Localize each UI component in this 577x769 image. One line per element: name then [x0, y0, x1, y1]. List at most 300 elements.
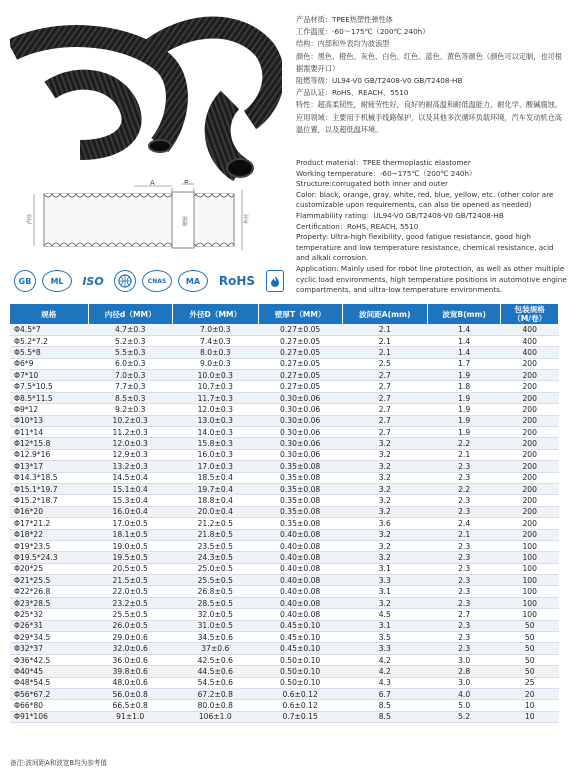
globe-badge-icon — [114, 270, 136, 292]
table-cell: 17.0±0.5 — [88, 518, 172, 529]
table-cell: 3.2 — [342, 529, 427, 540]
table-cell: 16.0±0.4 — [88, 506, 172, 517]
table-cell: Φ26*31 — [10, 620, 88, 631]
table-cell: 13.2±0.3 — [88, 461, 172, 472]
table-cell: 0.40±0.08 — [258, 529, 342, 540]
table-cell: 16.0±0.3 — [172, 449, 258, 460]
table-cell: 18.1±0.5 — [88, 529, 172, 540]
table-cell: 3.2 — [342, 597, 427, 608]
table-cell: 1.9 — [427, 392, 501, 403]
table-row — [10, 711, 559, 722]
table-cell: 200 — [501, 472, 559, 483]
gb-badge: GB — [14, 270, 36, 292]
table-cell: 56.0±0.8 — [88, 689, 172, 700]
table-cell: 3.2 — [342, 483, 427, 494]
spec-cn-line: 产品认证：RoHS、REACH、5510 — [296, 88, 409, 98]
table-cell: 11.2±0.3 — [88, 427, 172, 438]
table-cell: Φ17*21.2 — [10, 518, 88, 529]
table-cell: 13.0±0.3 — [172, 415, 258, 426]
table-cell: 200 — [501, 358, 559, 369]
table-cell: 0.27±0.05 — [258, 358, 342, 369]
table-cell: 0.30±0.06 — [258, 449, 342, 460]
table-cell: 6.7 — [342, 689, 427, 700]
table-cell: 21.5±0.5 — [88, 575, 172, 586]
table-cell: Φ15.1*19.7 — [10, 483, 88, 494]
table-row — [10, 381, 559, 392]
table-row — [10, 392, 559, 403]
table-cell: 2.3 — [427, 597, 501, 608]
table-cell: 15.8±0.3 — [172, 438, 258, 449]
table-cell: 29.0±0.6 — [88, 632, 172, 643]
table-cell: Φ23*28.5 — [10, 597, 88, 608]
table-row — [10, 461, 559, 472]
table-cell: 7.4±0.3 — [172, 335, 258, 346]
table-cell: 200 — [501, 529, 559, 540]
table-cell: 0.6±0.12 — [258, 689, 342, 700]
table-cell: 24.3±0.5 — [172, 552, 258, 563]
table-cell: 0.27±0.05 — [258, 324, 342, 335]
table-cell: 0.35±0.08 — [258, 506, 342, 517]
table-cell: 50 — [501, 666, 559, 677]
table-cell: Φ19*23.5 — [10, 540, 88, 551]
spec-en-line: Product material：TPEE thermoplastic elastomer — [296, 158, 471, 167]
table-cell: 4.2 — [342, 666, 427, 677]
table-row — [10, 335, 559, 346]
table-cell: Φ19.5*24.3 — [10, 552, 88, 563]
table-cell: 3.0 — [427, 677, 501, 688]
table-cell: 2.1 — [342, 335, 427, 346]
table-cell: 0.30±0.06 — [258, 415, 342, 426]
flame-icon — [266, 270, 284, 292]
table-cell: 400 — [501, 324, 559, 335]
table-cell: 0.40±0.08 — [258, 552, 342, 563]
table-cell: 3.3 — [342, 575, 427, 586]
table-cell: Φ7*10 — [10, 370, 88, 381]
table-cell: 0.40±0.08 — [258, 597, 342, 608]
table-cell: 9.2±0.3 — [88, 404, 172, 415]
table-cell: Φ56*67.2 — [10, 689, 88, 700]
table-cell: 25 — [501, 677, 559, 688]
table-cell: 3.2 — [342, 495, 427, 506]
table-cell: 42.5±0.6 — [172, 654, 258, 665]
table-cell: 0.40±0.08 — [258, 586, 342, 597]
table-cell: 0.30±0.06 — [258, 438, 342, 449]
table-cell: 32.0±0.5 — [172, 609, 258, 620]
table-row — [10, 495, 559, 506]
table-row — [10, 483, 559, 494]
table-cell: 400 — [501, 347, 559, 358]
table-cell: 44.5±0.6 — [172, 666, 258, 677]
table-cell: 2.4 — [427, 518, 501, 529]
table-cell: 200 — [501, 415, 559, 426]
table-cell: 2.3 — [427, 643, 501, 654]
table-row — [10, 506, 559, 517]
table-cell: 2.7 — [427, 609, 501, 620]
table-cell: Φ15.2*18.7 — [10, 495, 88, 506]
table-cell: 0.35±0.08 — [258, 518, 342, 529]
specification-table — [10, 304, 559, 723]
table-cell: 2.3 — [427, 506, 501, 517]
spec-en-line: Property: Ultra-high flexibility, good fatigue resistance, good high temperature and low temperature resistance, chemical resistance, acid and alkali corrosion. — [296, 232, 554, 263]
table-cell: 100 — [501, 586, 559, 597]
table-cell: Φ25*32 — [10, 609, 88, 620]
ma-badge: MA — [178, 270, 208, 292]
table-row — [10, 427, 559, 438]
iso-badge: ISO — [82, 274, 104, 288]
table-cell: 23.2±0.5 — [88, 597, 172, 608]
table-cell: 2.3 — [427, 632, 501, 643]
table-cell: 36.0±0.6 — [88, 654, 172, 665]
table-row — [10, 540, 559, 551]
table-cell: 80.0±0.8 — [172, 700, 258, 711]
table-cell: 3.2 — [342, 449, 427, 460]
spec-cn-line: 颜色：黑色、橙色、灰色、白色、红色、蓝色、黄色等颜色（颜色可以定制，也可根据需要开口） — [296, 51, 562, 73]
table-cell: 8.0±0.3 — [172, 347, 258, 358]
header-wave-width: 波宽B(mm) — [427, 304, 501, 324]
table-row — [10, 415, 559, 426]
table-cell: 100 — [501, 597, 559, 608]
table-cell: Φ12*15.8 — [10, 438, 88, 449]
table-cell: 6.0±0.3 — [88, 358, 172, 369]
table-cell: 2.3 — [427, 620, 501, 631]
table-cell: 10 — [501, 700, 559, 711]
table-cell: 4.5 — [342, 609, 427, 620]
table-cell: 3.2 — [342, 472, 427, 483]
table-cell: 200 — [501, 483, 559, 494]
table-cell: Φ12.9*16 — [10, 449, 88, 460]
table-cell: 106±1.0 — [172, 711, 258, 722]
table-cell: 0.27±0.05 — [258, 347, 342, 358]
table-cell: 200 — [501, 461, 559, 472]
table-cell: 0.35±0.08 — [258, 495, 342, 506]
table-cell: 3.0 — [427, 654, 501, 665]
table-cell: 8.5±0.3 — [88, 392, 172, 403]
table-cell: Φ5.2*7.2 — [10, 335, 88, 346]
label-b: B — [184, 180, 189, 185]
table-cell: Φ21*25.5 — [10, 575, 88, 586]
table-row — [10, 666, 559, 677]
spec-cn-line: 阻燃等级：UL94-V0 GB/T2408-V0 GB/T2408-HB — [296, 76, 463, 86]
table-cell: 8.5 — [342, 711, 427, 722]
table-cell: Φ91*106 — [10, 711, 88, 722]
table-cell: 0.27±0.05 — [258, 370, 342, 381]
table-cell: Φ5.5*8 — [10, 347, 88, 358]
table-cell: 400 — [501, 335, 559, 346]
table-cell: 9.0±0.3 — [172, 358, 258, 369]
table-cell: 3.1 — [342, 563, 427, 574]
table-cell: 2.3 — [427, 461, 501, 472]
spec-cn-line: 应用领域：主要用于机械手线路保护，以及其他多次循环负载环境，汽车发动机仓高温位置，以及超低温环境。 — [296, 112, 562, 134]
table-cell: 50 — [501, 654, 559, 665]
table-cell: 200 — [501, 518, 559, 529]
table-cell: 3.1 — [342, 586, 427, 597]
table-cell: 2.1 — [342, 347, 427, 358]
table-row — [10, 472, 559, 483]
table-cell: 1.9 — [427, 427, 501, 438]
footnote: 备注:波间距A和波宽B均为参考值 — [10, 759, 107, 767]
table-cell: 200 — [501, 404, 559, 415]
header-inner-diameter: 内径d（MM） — [88, 304, 172, 324]
table-cell: 0.27±0.05 — [258, 335, 342, 346]
table-cell: 0.40±0.08 — [258, 540, 342, 551]
table-row — [10, 358, 559, 369]
header-wave-pitch: 波间距A(mm) — [342, 304, 427, 324]
header-outer-diameter: 外径D（MM） — [172, 304, 258, 324]
table-cell: 19.0±0.5 — [88, 540, 172, 551]
table-cell: 32.0±0.6 — [88, 643, 172, 654]
header-spec: 规格 — [10, 304, 88, 324]
table-cell: 14.0±0.3 — [172, 427, 258, 438]
product-photo — [10, 10, 282, 182]
table-row — [10, 689, 559, 700]
table-cell: 1.9 — [427, 370, 501, 381]
table-cell: 0.45±0.10 — [258, 620, 342, 631]
table-cell: 0.27±0.05 — [258, 381, 342, 392]
spec-en-line: Application: Mainly used for robot line protection, as well as other multiple cyclic load environments, high temperature positions in automotive engine compartments, and ultra-low temperature environments. — [296, 263, 567, 295]
table-cell: 200 — [501, 506, 559, 517]
table-cell: 2.2 — [427, 438, 501, 449]
table-row — [10, 449, 559, 460]
table-cell: Φ29*34.5 — [10, 632, 88, 643]
table-cell: 26.0±0.5 — [88, 620, 172, 631]
table-cell: 5.2 — [427, 711, 501, 722]
table-row — [10, 370, 559, 381]
table-cell: 91±1.0 — [88, 711, 172, 722]
table-cell: 15.3±0.4 — [88, 495, 172, 506]
table-cell: Φ9*12 — [10, 404, 88, 415]
table-cell: 3.2 — [342, 506, 427, 517]
table-cell: 200 — [501, 392, 559, 403]
table-cell: 0.6±0.12 — [258, 700, 342, 711]
table-cell: 100 — [501, 563, 559, 574]
table-cell: 2.8 — [427, 666, 501, 677]
spec-cn-line: 工作温度：-60～175℃（200℃ 240h） — [296, 27, 430, 37]
table-cell: 20.5±0.5 — [88, 563, 172, 574]
table-cell: Φ18*22 — [10, 529, 88, 540]
table-row — [10, 404, 559, 415]
table-cell: 0.50±0.10 — [258, 677, 342, 688]
table-cell: 200 — [501, 370, 559, 381]
table-cell: 10.7±0.3 — [172, 381, 258, 392]
table-cell: Φ36*42.5 — [10, 654, 88, 665]
table-cell: 0.30±0.06 — [258, 392, 342, 403]
table-row — [10, 654, 559, 665]
table-cell: 1.9 — [427, 415, 501, 426]
header-wall-thickness: 壁厚T（MM） — [258, 304, 342, 324]
label-a: A — [150, 180, 155, 187]
table-cell: Φ48*54.5 — [10, 677, 88, 688]
table-cell: 3.2 — [342, 438, 427, 449]
table-cell: 12.0±0.3 — [172, 404, 258, 415]
table-cell: 3.2 — [342, 540, 427, 551]
table-cell: 18.5±0.4 — [172, 472, 258, 483]
spec-cn-line: 结构：内部和外表均为波浪型 — [296, 39, 390, 49]
table-cell: 0.40±0.08 — [258, 609, 342, 620]
table-cell: 10.0±0.3 — [172, 370, 258, 381]
table-cell: 0.35±0.08 — [258, 483, 342, 494]
table-cell: 2.3 — [427, 575, 501, 586]
table-cell: 2.7 — [342, 427, 427, 438]
table-cell: 23.5±0.5 — [172, 540, 258, 551]
table-cell: 100 — [501, 575, 559, 586]
table-cell: Φ20*25 — [10, 563, 88, 574]
table-cell: 5.0 — [427, 700, 501, 711]
table-row — [10, 643, 559, 654]
table-cell: 31.0±0.5 — [172, 620, 258, 631]
table-cell: 18.8±0.4 — [172, 495, 258, 506]
table-cell: 200 — [501, 495, 559, 506]
table-cell: 50 — [501, 643, 559, 654]
table-cell: 1.4 — [427, 347, 501, 358]
table-row — [10, 552, 559, 563]
table-row — [10, 597, 559, 608]
table-cell: 2.5 — [342, 358, 427, 369]
table-cell: 5.2±0.3 — [88, 335, 172, 346]
table-cell: 21.2±0.5 — [172, 518, 258, 529]
table-cell: 1.4 — [427, 335, 501, 346]
table-cell: 2.7 — [342, 381, 427, 392]
table-cell: 0.45±0.10 — [258, 632, 342, 643]
table-cell: 11.7±0.3 — [172, 392, 258, 403]
rohs-badge: RoHS — [218, 274, 256, 288]
table-cell: 50 — [501, 620, 559, 631]
table-row — [10, 563, 559, 574]
spec-chinese — [296, 14, 568, 136]
spec-en-line: Structure:corrugated both inner and outer — [296, 179, 448, 189]
table-cell: 28.5±0.5 — [172, 597, 258, 608]
table-cell: 17.0±0.3 — [172, 461, 258, 472]
table-row — [10, 575, 559, 586]
table-cell: 2.3 — [427, 540, 501, 551]
table-cell: 2.7 — [342, 392, 427, 403]
table-cell: 4.2 — [342, 654, 427, 665]
table-cell: 25.5±0.5 — [172, 575, 258, 586]
table-row — [10, 609, 559, 620]
table-cell: 48.0±0.6 — [88, 677, 172, 688]
table-cell: 39.8±0.6 — [88, 666, 172, 677]
table-row — [10, 677, 559, 688]
table-cell: 2.2 — [427, 483, 501, 494]
table-cell: 25.0±0.5 — [172, 563, 258, 574]
table-row — [10, 586, 559, 597]
spec-english — [296, 158, 568, 296]
table-cell: 10.2±0.3 — [88, 415, 172, 426]
table-cell: 3.1 — [342, 620, 427, 631]
table-cell: 1.8 — [427, 381, 501, 392]
table-cell: 2.7 — [342, 404, 427, 415]
table-cell: Φ66*80 — [10, 700, 88, 711]
table-cell: Φ32*37 — [10, 643, 88, 654]
table-cell: Φ10*13 — [10, 415, 88, 426]
table-cell: 0.30±0.06 — [258, 427, 342, 438]
table-cell: 25.5±0.5 — [88, 609, 172, 620]
table-cell: 0.50±0.10 — [258, 654, 342, 665]
table-row — [10, 632, 559, 643]
header-package: 包装规格 （M/卷） — [501, 304, 559, 324]
spec-en-line: Working temperature：-60~175℃（200℃ 240h） — [296, 168, 477, 178]
table-cell: 12.9±0.3 — [88, 449, 172, 460]
table-cell: Φ7.5*10.5 — [10, 381, 88, 392]
table-cell: 3.2 — [342, 552, 427, 563]
table-cell: 19.5±0.5 — [88, 552, 172, 563]
table-cell: 0.45±0.10 — [258, 643, 342, 654]
table-cell: 2.3 — [427, 586, 501, 597]
table-cell: Φ11*14 — [10, 427, 88, 438]
certification-badges — [14, 268, 284, 294]
table-cell: 66.5±0.8 — [88, 700, 172, 711]
table-cell: Φ16*20 — [10, 506, 88, 517]
table-cell: 21.8±0.5 — [172, 529, 258, 540]
table-cell: 0.40±0.08 — [258, 575, 342, 586]
table-cell: 200 — [501, 427, 559, 438]
table-cell: 34.5±0.6 — [172, 632, 258, 643]
corrugated-tubes-image — [10, 10, 282, 182]
spec-cn-line: 产品材质：TPEE热塑性弹性体 — [296, 15, 393, 24]
table-cell: 200 — [501, 381, 559, 392]
table-cell: 5.5±0.3 — [88, 347, 172, 358]
table-cell: 0.35±0.08 — [258, 472, 342, 483]
table-cell: 67.2±0.8 — [172, 689, 258, 700]
table-cell: 20.0±0.4 — [172, 506, 258, 517]
table-cell: 12.0±0.3 — [88, 438, 172, 449]
table-cell: 10 — [501, 711, 559, 722]
table-row — [10, 324, 559, 335]
table-row — [10, 518, 559, 529]
table-cell: 2.7 — [342, 415, 427, 426]
table-cell: 3.5 — [342, 632, 427, 643]
table-row — [10, 700, 559, 711]
table-cell: Φ8.5*11.5 — [10, 392, 88, 403]
table-cell: 15.1±0.4 — [88, 483, 172, 494]
table-cell: 7.0±0.3 — [88, 370, 172, 381]
spec-en-line: Color: black, orange, gray, white, red, blue, yellow, etc. (other color are customizable upon requirements, can also be opened as needed) — [296, 189, 554, 210]
table-row — [10, 620, 559, 631]
table-cell: 0.40±0.08 — [258, 563, 342, 574]
table-cell: 0.7±0.15 — [258, 711, 342, 722]
table-cell: 4.7±0.3 — [88, 324, 172, 335]
table-cell: 14.5±0.4 — [88, 472, 172, 483]
table-cell: Φ40*45 — [10, 666, 88, 677]
table-cell: Φ22*26.8 — [10, 586, 88, 597]
spec-en-line: Flammability rating：UL94-V0 GB/T2408-V0 GB/T2408-HB — [296, 210, 504, 220]
table-cell: 7.0±0.3 — [172, 324, 258, 335]
label-outer: 外径 — [244, 213, 250, 224]
table-cell: 100 — [501, 552, 559, 563]
table-cell: 2.7 — [342, 370, 427, 381]
ml-badge: ML — [42, 270, 72, 292]
table-cell: 4.3 — [342, 677, 427, 688]
table-cell: 2.1 — [427, 529, 501, 540]
table-cell: 200 — [501, 449, 559, 460]
table-cell: 26.8±0.5 — [172, 586, 258, 597]
table-cell: 1.9 — [427, 404, 501, 415]
table-cell: 2.1 — [342, 324, 427, 335]
table-cell: 1.7 — [427, 358, 501, 369]
table-cell: 20 — [501, 689, 559, 700]
spec-en-line: Certification：RoHS, REACH, 5510 — [296, 221, 419, 231]
table-cell: 2.3 — [427, 495, 501, 506]
table-cell: 100 — [501, 540, 559, 551]
table-cell: 7.7±0.3 — [88, 381, 172, 392]
cnas-badge: CNAS — [142, 270, 172, 292]
table-cell: 2.3 — [427, 563, 501, 574]
table-cell: 54.5±0.6 — [172, 677, 258, 688]
table-cell: 100 — [501, 609, 559, 620]
table-cell: 2.3 — [427, 552, 501, 563]
table-cell: 22.0±0.5 — [88, 586, 172, 597]
table-cell: 50 — [501, 632, 559, 643]
table-cell: 0.50±0.10 — [258, 666, 342, 677]
